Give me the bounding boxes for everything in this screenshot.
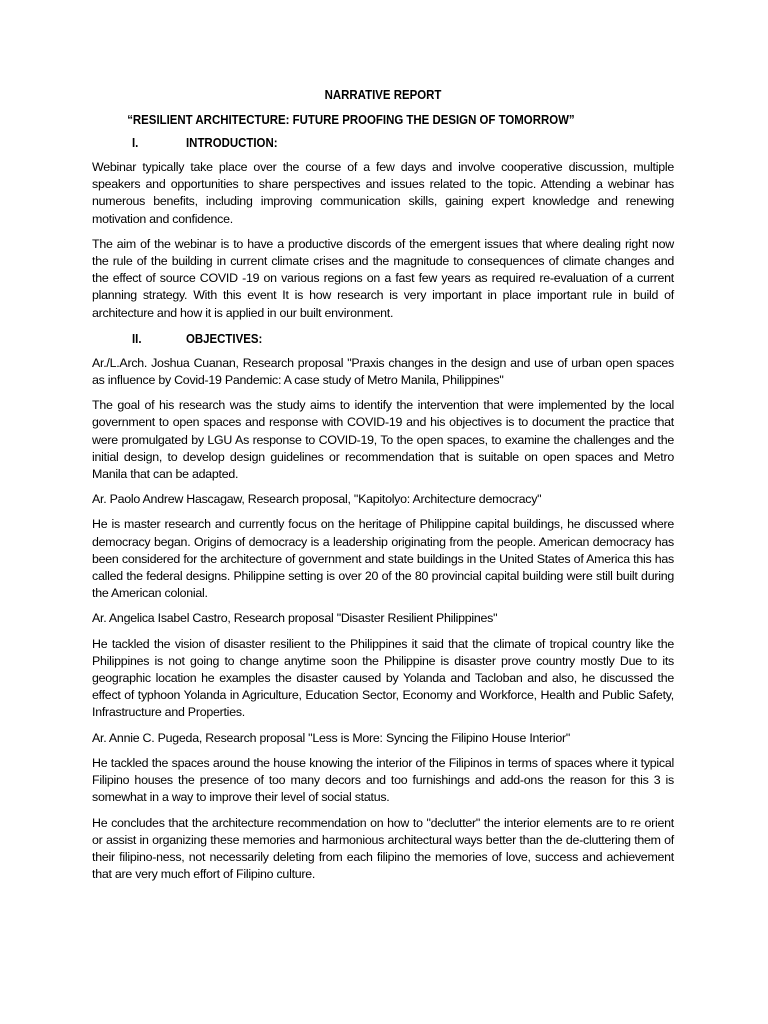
section-number: I. bbox=[132, 135, 139, 150]
research-proposal-reference: Ar. Paolo Andrew Hascagaw, Research proposal, "Kapitolyo: Architecture democracy" bbox=[92, 492, 542, 507]
objectives-paragraph: He is master research and currently focus on the heritage of Philippine capital buildings, he discussed where democracy began. Origins of democracy is a leadership originating from the people. American democracy has been considered for the architecture of government and state buildings in the United States of America this has called the federal designs. Philippine setting is over 20 of the 80 provincial capital building were still built during the American colonial. bbox=[92, 517, 674, 601]
research-proposal-reference: Ar. Annie C. Pugeda, Research proposal "Less is More: Syncing the Filipino House Interior" bbox=[92, 730, 571, 745]
intro-paragraph: Webinar typically take place over the course of a few days and involve cooperative discussion, multiple speakers and opportunities to share perspectives and issues related to the topic. Attending a webinar has numerous benefits, including improving communication skills, gaining expert knowledge and renewing motivation and confidence. bbox=[92, 160, 674, 226]
section-heading-introduction bbox=[92, 134, 674, 151]
objectives-paragraph: He tackled the vision of disaster resilient to the Philippines it said that the climate of tropical country like the Philippines is not going to change anytime soon the Philippine is disaster prove country mostly Due to its geographic location he examples the disaster caused by Yolanda and Tacloban and also, he discussed the effect of typhoon Yolanda in Agriculture, Education Sector, Economy and Workforce, Health and Public Safety, Infrastructure and Properties. bbox=[92, 636, 674, 720]
research-proposal-reference: Ar./L.Arch. Joshua Cuanan, Research proposal "Praxis changes in the design and use of urban open spaces as influence by Covid-19 Pandemic: A case study of Metro Manila, Philippines" bbox=[92, 355, 674, 388]
section-number: II. bbox=[132, 330, 142, 346]
report-subtitle: “RESILIENT ARCHITECTURE: FUTURE PROOFING THE DESIGN OF TOMORROW” bbox=[127, 112, 575, 127]
objectives-paragraph: The goal of his research was the study aims to identify the intervention that were implemented by the local government to open spaces and response with COVID-19 and his objectives is to document the practice that were promulgated by LGU As response to COVID-19, To the open spaces, to examine the challenges and the initial design, to develop design guidelines or recommendation that is suitable on open spaces and Metro Manila that can be adapted. bbox=[92, 398, 674, 482]
intro-paragraph: The aim of the webinar is to have a productive discords of the emergent issues that where dealing right now the rule of the building in current climate crises and the magnitude to consequences of climate changes and the effect of source COVID -19 on various regions on a fast few years as required re-evaluation of a current planning strategy. With this event It is how research is very important in place important rule in build of architecture and how it is applied in our built environment. bbox=[92, 236, 674, 320]
document-page bbox=[92, 86, 674, 891]
section-title: INTRODUCTION: bbox=[186, 135, 278, 150]
section-heading-objectives bbox=[92, 330, 674, 347]
section-title: OBJECTIVES: bbox=[186, 330, 263, 346]
report-title: NARRATIVE REPORT bbox=[324, 87, 442, 102]
research-proposal-reference: Ar. Angelica Isabel Castro, Research proposal "Disaster Resilient Philippines" bbox=[92, 611, 498, 626]
objectives-paragraph: He tackled the spaces around the house knowing the interior of the Filipinos in terms of spaces where it typical Filipino houses the presence of too many decors and too furnishings and add-ons the reason for this 3 is somewhat in a way to improve their level of social status. bbox=[92, 755, 674, 805]
objectives-paragraph: He concludes that the architecture recommendation on how to "declutter" the interior elements are to re orient or assist in organizing these memories and harmonious architectural ways better than the de-cluttering them of their filipino-ness, not necessarily deleting from each filipino the memories of love, success and achievement that are very much effort of Filipino culture. bbox=[92, 815, 674, 882]
